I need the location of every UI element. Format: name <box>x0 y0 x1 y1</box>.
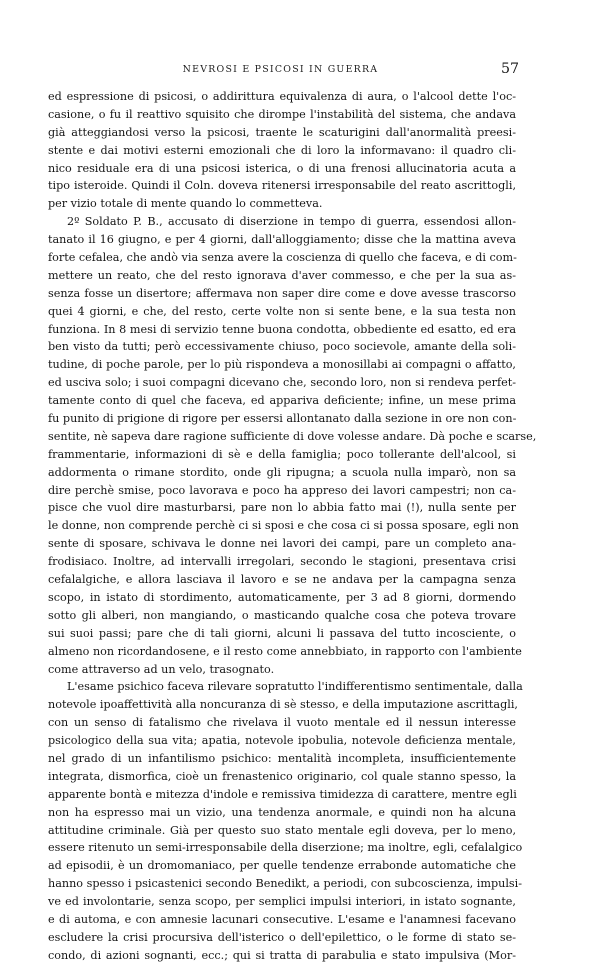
text-line: addormenta o rimane stordito, onde gli ripugna; a scuola nulla imparò, non sa <box>48 465 516 479</box>
text-line: mettere un reato, che del resto ignorava d'aver commesso, e che per la sua as- <box>48 268 516 282</box>
text-line: sentite, nè sapeva dare ragione sufficiente di dove volesse andare. Dà poche e scarse, <box>48 429 537 443</box>
body-text <box>48 88 537 965</box>
text-line: nel grado di un infantilismo psichico: mentalità incompleta, insufficientemente <box>48 751 516 765</box>
text-line: ed usciva solo; i suoi compagni dicevano che, secondo loro, non si rendeva perfet- <box>48 376 516 390</box>
text-line: stente e dai motivi esterni emozionali che di loro la informavano: il quadro cli- <box>48 143 516 157</box>
text-line: escludere la crisi procursiva dell'isterico o dell'epilettico, o le forme di stato se- <box>48 930 516 944</box>
text-line: forte cefalea, che andò via senza avere la coscienza di quello che faceva, e di com- <box>48 251 517 265</box>
text-line: tudine, di poche parole, per lo più rispondeva a monosillabi ai compagni o affatto, <box>48 358 516 372</box>
text-line: tamente conto di quel che faceva, ed appariva deficiente; infine, un mese prima <box>48 394 516 408</box>
text-line: sotto gli alberi, non mangiando, o masticando qualche cosa che poteva trovare <box>48 608 516 622</box>
text-line: non ha espresso mai un vizio, una tendenza anormale, e quindi non ha alcuna <box>48 805 516 819</box>
text-line: dire perchè smise, poco lavorava e poco ha appreso dei lavori campestri; non ca- <box>48 483 516 497</box>
text-line: casione, o fu il reattivo squisito che dirompe l'instabilità del sistema, che andava <box>48 107 516 121</box>
text-line: integrata, dismorfica, cioè un frenastenico originario, col quale stanno spesso, la <box>48 769 516 783</box>
text-line: frammentarie, informazioni di sè e della famiglia; poco tollerante dell'alcool, si <box>48 447 516 461</box>
text-line: quei 4 giorni, e che, del resto, certe volte non si sente bene, e la sua testa non <box>48 304 516 318</box>
text-line: condo, di azioni sognanti, ecc.; qui si tratta di parabulia e stato impulsiva (Mor- <box>48 948 516 962</box>
text-line: notevole ipoaffettività alla noncuranza di sè stesso, e della imputazione ascrittagli, <box>48 698 518 712</box>
text-line: senza fosse un disertore; affermava non saper dire come e dove avesse trascorso <box>48 286 516 300</box>
text-line: ben visto da tutti; però eccessivamente chiuso, poco socievole, amante della soli- <box>48 340 516 354</box>
text-line: ed espressione di psicosi, o addirittura equivalenza di aura, o l'alcool dette l'oc- <box>48 90 516 103</box>
text-line: tipo isteroide. Quindi il Coln. doveva ritenersi irresponsabile del reato ascrittogli, <box>48 179 516 193</box>
text-line: funziona. In 8 mesi di servizio tenne buona condotta, obbediente ed esatto, ed era <box>48 322 516 336</box>
page-header <box>43 61 518 79</box>
text-line: apparente bontà e mitezza d'indole e remissiva timidezza di carattere, mentre egli <box>48 787 517 801</box>
text-line: pisce che vuol dire masturbarsi, pare non lo abbia fatto mai (!), nulla sente per <box>48 501 516 515</box>
text-line: sente di sposare, schivava le donne nei lavori dei campi, pare un completo ana- <box>48 537 516 551</box>
text-line: tanato il 16 giugno, e per 4 giorni, dall'alloggiamento; disse che la mattina aveva <box>48 233 516 247</box>
text-line: 2º Soldato P. B., accusato di diserzione in tempo di guerra, essendosi allon- <box>67 215 516 229</box>
text-line: cefalalgiche, e allora lasciava il lavoro e se ne andava per la campagna senza <box>48 573 516 587</box>
text-line: come attraverso ad un velo, trasognato. <box>48 662 275 676</box>
text-line: psicologico della sua vita; apatia, notevole ipobulia, notevole deficienza mentale, <box>48 734 516 748</box>
text-line: già atteggiandosi verso la psicosi, traente le scaturigini dall'anormalità preesi- <box>48 125 516 139</box>
text-line: attitudine criminale. Già per questo suo stato mentale egli doveva, per lo meno, <box>48 823 516 837</box>
text-line: e di automa, e con amnesie lacunari consecutive. L'esame e l'anamnesi facevano <box>48 912 516 926</box>
page-number: 57 <box>500 61 519 77</box>
text-line: fu punito di prigione di rigore per essersi allontanato dalla sezione in ore non con- <box>48 412 517 426</box>
text-line: hanno spesso i psicastenici secondo Benedikt, a periodi, con subcoscienza, impulsi- <box>48 877 522 891</box>
text-line: nico residuale era di una psicosi isterica, o di una frenosi allucinatoria acuta a <box>48 161 516 175</box>
text-line: scopo, in istato di stordimento, automaticamente, per 3 ad 8 giorni, dormendo <box>48 590 516 604</box>
text-line: essere ritenuto un semi-irresponsabile della diserzione; ma inoltre, egli, cefalalgico <box>48 841 523 855</box>
text-line: sui suoi passi; pare che di tali giorni, alcuni li passava del tutto incosciente, o <box>48 626 516 640</box>
text-line: le donne, non comprende perchè ci si sposi e che cosa ci si possa sposare, egli non <box>48 519 519 533</box>
text-line: ad episodii, è un dromomaniaco, per quelle tendenze errabonde automatiche che <box>48 859 516 873</box>
running-title: NEVROSI E PSICOSI IN GUERRA <box>182 64 379 75</box>
text-line: frodisiaco. Inoltre, ad intervalli irregolari, secondo le stagioni, presentava crisi <box>48 555 516 569</box>
text-line: L'esame psichico faceva rilevare sopratutto l'indifferentismo sentimentale, dalla <box>67 680 523 694</box>
text-line: con un senso di fatalismo che rivelava il vuoto mentale ed il nessun interesse <box>48 716 516 730</box>
text-line: ve ed involontarie, senza scopo, per semplici impulsi interiori, in istato sognante, <box>48 895 516 909</box>
text-line: per vizio totale di mente quando lo commetteva. <box>48 197 323 211</box>
text-line: almeno non ricordandosene, e il resto come annebbiato, in rapporto con l'ambiente <box>48 644 522 658</box>
